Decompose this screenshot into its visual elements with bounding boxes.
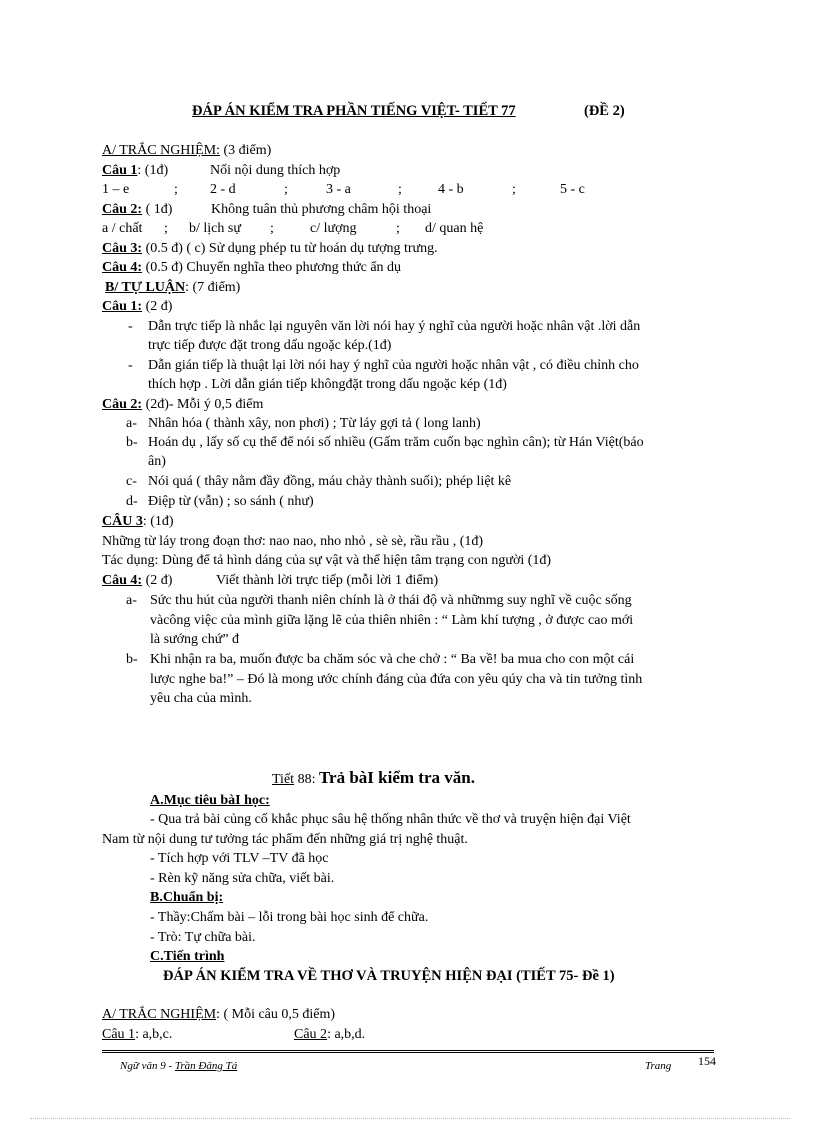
q1-label: Câu 1 xyxy=(102,163,138,178)
list-marker: b- xyxy=(126,652,138,667)
pair-3: 3 - a xyxy=(326,182,351,197)
list-item-text: ân) xyxy=(148,454,166,469)
q3-label: Câu 3: xyxy=(102,241,143,256)
list-marker: d- xyxy=(126,494,138,509)
list-item-text: Khi nhận ra ba, muốn được ba chăm sóc và che chở : “ Ba về! ba mua cho con một cái xyxy=(150,652,635,667)
sep: ; xyxy=(398,182,402,197)
q3-rest: (0.5 đ) ( c) Sử dụng phép tu từ hoán dụ tượng trưng. xyxy=(142,241,438,256)
list-item-text: lược nghe ba!” – Đó là mong ước chính đáng của đứa con yêu qúy cha và tin tưởng tình xyxy=(150,672,643,687)
q4-line xyxy=(102,259,401,277)
ak2-q2-label: Câu 2 xyxy=(294,1027,328,1042)
list-marker: - xyxy=(128,319,133,334)
list-item-text: thích hợp . Lời dẫn gián tiếp khôngđặt trong dấu ngoặc kép (1đ) xyxy=(148,377,507,392)
ak2-section-a-line xyxy=(102,1006,335,1024)
list-item-text: trực tiếp được đặt trong dấu ngoặc kép.(1đ) xyxy=(148,338,392,353)
list-marker: a- xyxy=(126,593,137,608)
section-a-heading-line xyxy=(102,142,271,160)
footer-subject: Ngữ văn 9 - xyxy=(120,1060,175,1072)
objectives-heading: A.Mục tiêu bàI học: xyxy=(150,793,270,808)
b-q1-rest: (2 đ) xyxy=(142,299,173,314)
b-q2-line xyxy=(102,396,263,414)
ak2-section-a-heading: A/ TRẮC NGHIỆM xyxy=(102,1007,217,1022)
bottom-dotted-rule xyxy=(30,1118,790,1119)
list-item-text: Nói quá ( thây nằm đầy đồng, máu chảy thành suối); phép liệt kê xyxy=(148,474,512,489)
section-a-points: (3 điểm) xyxy=(219,143,272,158)
b-q3-rest: : (1đ) xyxy=(142,514,174,529)
section-b-points: : (7 điểm) xyxy=(185,280,241,295)
q4-rest: (0.5 đ) Chuyển nghĩa theo phương thức ẩn dụ xyxy=(142,260,402,275)
q1-line xyxy=(102,162,168,180)
answer-key-2-title: ĐÁP ÁN KIỂM TRA VỀ THƠ VÀ TRUYỆN HIỆN ĐẠI (TIẾT 75- Đề 1) xyxy=(163,968,615,984)
sep: ; xyxy=(284,182,288,197)
list-item-text: Dẫn trực tiếp là nhắc lại nguyên văn lời nói hay ý nghĩ của người hoặc nhân vật .lời dẫn xyxy=(148,319,641,334)
b-q2-rest: (2đ)- Mỗi ý 0,5 điểm xyxy=(142,397,264,412)
q2-options xyxy=(102,220,522,238)
list-item-text: Sức thu hút của người thanh niên chính là ở thái độ và nhữnmg suy nghĩ về cuộc sống xyxy=(150,593,632,608)
list-item-text: Hoán dụ , lấy số cụ thể để nói số nhiều (Gấm trăm cuốn bạc nghìn cân); từ Hán Việt(báo xyxy=(148,435,644,450)
objectives-text: - Rèn kỹ năng sửa chữa, viết bài. xyxy=(150,871,335,886)
lesson-prefix: Tiết xyxy=(272,772,295,787)
answer-key-title: ĐÁP ÁN KIỂM TRA PHẦN TIẾNG VIỆT- TIẾT 77 xyxy=(192,103,516,119)
preparation-text: - Thầy:Chấm bài – lỗi trong bài học sinh để chữa. xyxy=(150,910,429,925)
list-marker: - xyxy=(128,358,133,373)
b-q3-line xyxy=(102,513,174,531)
b-q3-text: Những từ láy trong đoạn thơ: nao nao, nho nhỏ , sè sè, rầu rầu , (1đ) xyxy=(102,534,484,549)
b-q3-text: Tác dụng: Dùng để tả hình dáng của sự vật và thể hiện tâm trạng con người (1đ) xyxy=(102,553,552,568)
b-q4-desc: Viết thành lời trực tiếp (mỗi lời 1 điểm) xyxy=(216,573,439,588)
b-q4-rest: (2 đ) xyxy=(142,573,173,588)
pair-1: 1 – e xyxy=(102,182,130,197)
ak2-q2-rest: : a,b,d. xyxy=(327,1027,366,1042)
sep: ; xyxy=(164,221,168,236)
sep: ; xyxy=(396,221,400,236)
list-marker: b- xyxy=(126,435,138,450)
b-q1-line xyxy=(102,298,172,316)
option-a: a / chất xyxy=(102,221,143,236)
pair-5: 5 - c xyxy=(560,182,585,197)
list-marker: c- xyxy=(126,474,137,489)
preparation-text: - Trò: Tự chữa bài. xyxy=(150,930,256,945)
b-q2-label: Câu 2: xyxy=(102,397,143,412)
sep: ; xyxy=(174,182,178,197)
q2-rest: ( 1đ) xyxy=(142,202,173,217)
ak2-q1-line xyxy=(102,1026,172,1044)
footer-left xyxy=(120,1060,237,1072)
b-q4-line xyxy=(102,572,172,590)
list-item-text: Điệp từ (vẫn) ; so sánh ( như) xyxy=(148,494,314,509)
section-b-heading: B/ TỰ LUẬN xyxy=(105,280,186,295)
objectives-text: Nam từ nội dung tư tưởng tác phẩm đến những giá trị nghệ thuật. xyxy=(102,832,468,847)
option-b: b/ lịch sự xyxy=(189,221,241,236)
sep: ; xyxy=(270,221,274,236)
footer-page-number: 154 xyxy=(698,1054,716,1068)
pair-2: 2 - d xyxy=(210,182,236,197)
lesson-title-line xyxy=(272,768,475,790)
ak2-q2-line xyxy=(294,1026,365,1044)
ak2-section-a-points: : ( Mỗi câu 0,5 điểm) xyxy=(216,1007,336,1022)
q2-label: Câu 2: xyxy=(102,202,143,217)
list-item-text: vàcông việc của mình giữa lặng lẽ của thiên nhiên : “ Làm khí tượng , ở được cao mới xyxy=(150,613,634,628)
q2-desc: Không tuân thủ phương châm hội thoại xyxy=(211,202,432,217)
sep: ; xyxy=(512,182,516,197)
list-item-text: Nhân hóa ( thành xây, non phơi) ; Từ láy gợi tả ( long lanh) xyxy=(148,416,481,431)
preparation-heading: B.Chuẩn bị: xyxy=(150,890,224,905)
b-q1-label: Câu 1: xyxy=(102,299,143,314)
lesson-title: Trả bàI kiểm tra văn. xyxy=(318,768,475,787)
objectives-text: - Tích hợp với TLV –TV đã học xyxy=(150,851,329,866)
q1-desc: Nối nội dung thích hợp xyxy=(210,163,341,178)
option-d: d/ quan hệ xyxy=(425,221,484,236)
option-c: c/ lượng xyxy=(310,221,357,236)
list-item-text: là sướng chứ” đ xyxy=(150,632,240,647)
footer-author: Trần Đăng Tá xyxy=(174,1060,238,1072)
lesson-number: 88: xyxy=(294,772,319,787)
q2-line xyxy=(102,201,172,219)
list-item-text: yêu cha của mình. xyxy=(150,691,252,706)
q1-rest: : (1đ) xyxy=(137,163,169,178)
objectives-text: - Qua trả bài củng cố khắc phục sâu hệ thống nhân thức về thơ và truyện hiện đại Việt xyxy=(150,812,631,827)
b-q3-label: CÂU 3 xyxy=(102,514,143,529)
q1-pairs xyxy=(102,181,622,199)
footer-page-label: Trang xyxy=(645,1060,672,1072)
list-marker: a- xyxy=(126,416,137,431)
pair-4: 4 - b xyxy=(438,182,464,197)
q4-label: Câu 4: xyxy=(102,260,143,275)
procedure-heading: C.Tiến trình xyxy=(150,949,225,964)
ak2-q1-rest: : a,b,c. xyxy=(135,1027,173,1042)
list-item-text: Dẫn gián tiếp là thuật lại lời nói hay ý nghĩ của người hoặc nhân vật , có điều chỉnh cho xyxy=(148,358,639,373)
section-a-heading: A/ TRẮC NGHIỆM: xyxy=(102,143,220,158)
q3-line xyxy=(102,240,438,258)
answer-key-variant: (ĐỀ 2) xyxy=(584,103,625,119)
footer-divider xyxy=(102,1050,714,1053)
b-q4-label: Câu 4: xyxy=(102,573,143,588)
section-b-heading-line xyxy=(105,279,240,297)
ak2-q1-label: Câu 1 xyxy=(102,1027,136,1042)
